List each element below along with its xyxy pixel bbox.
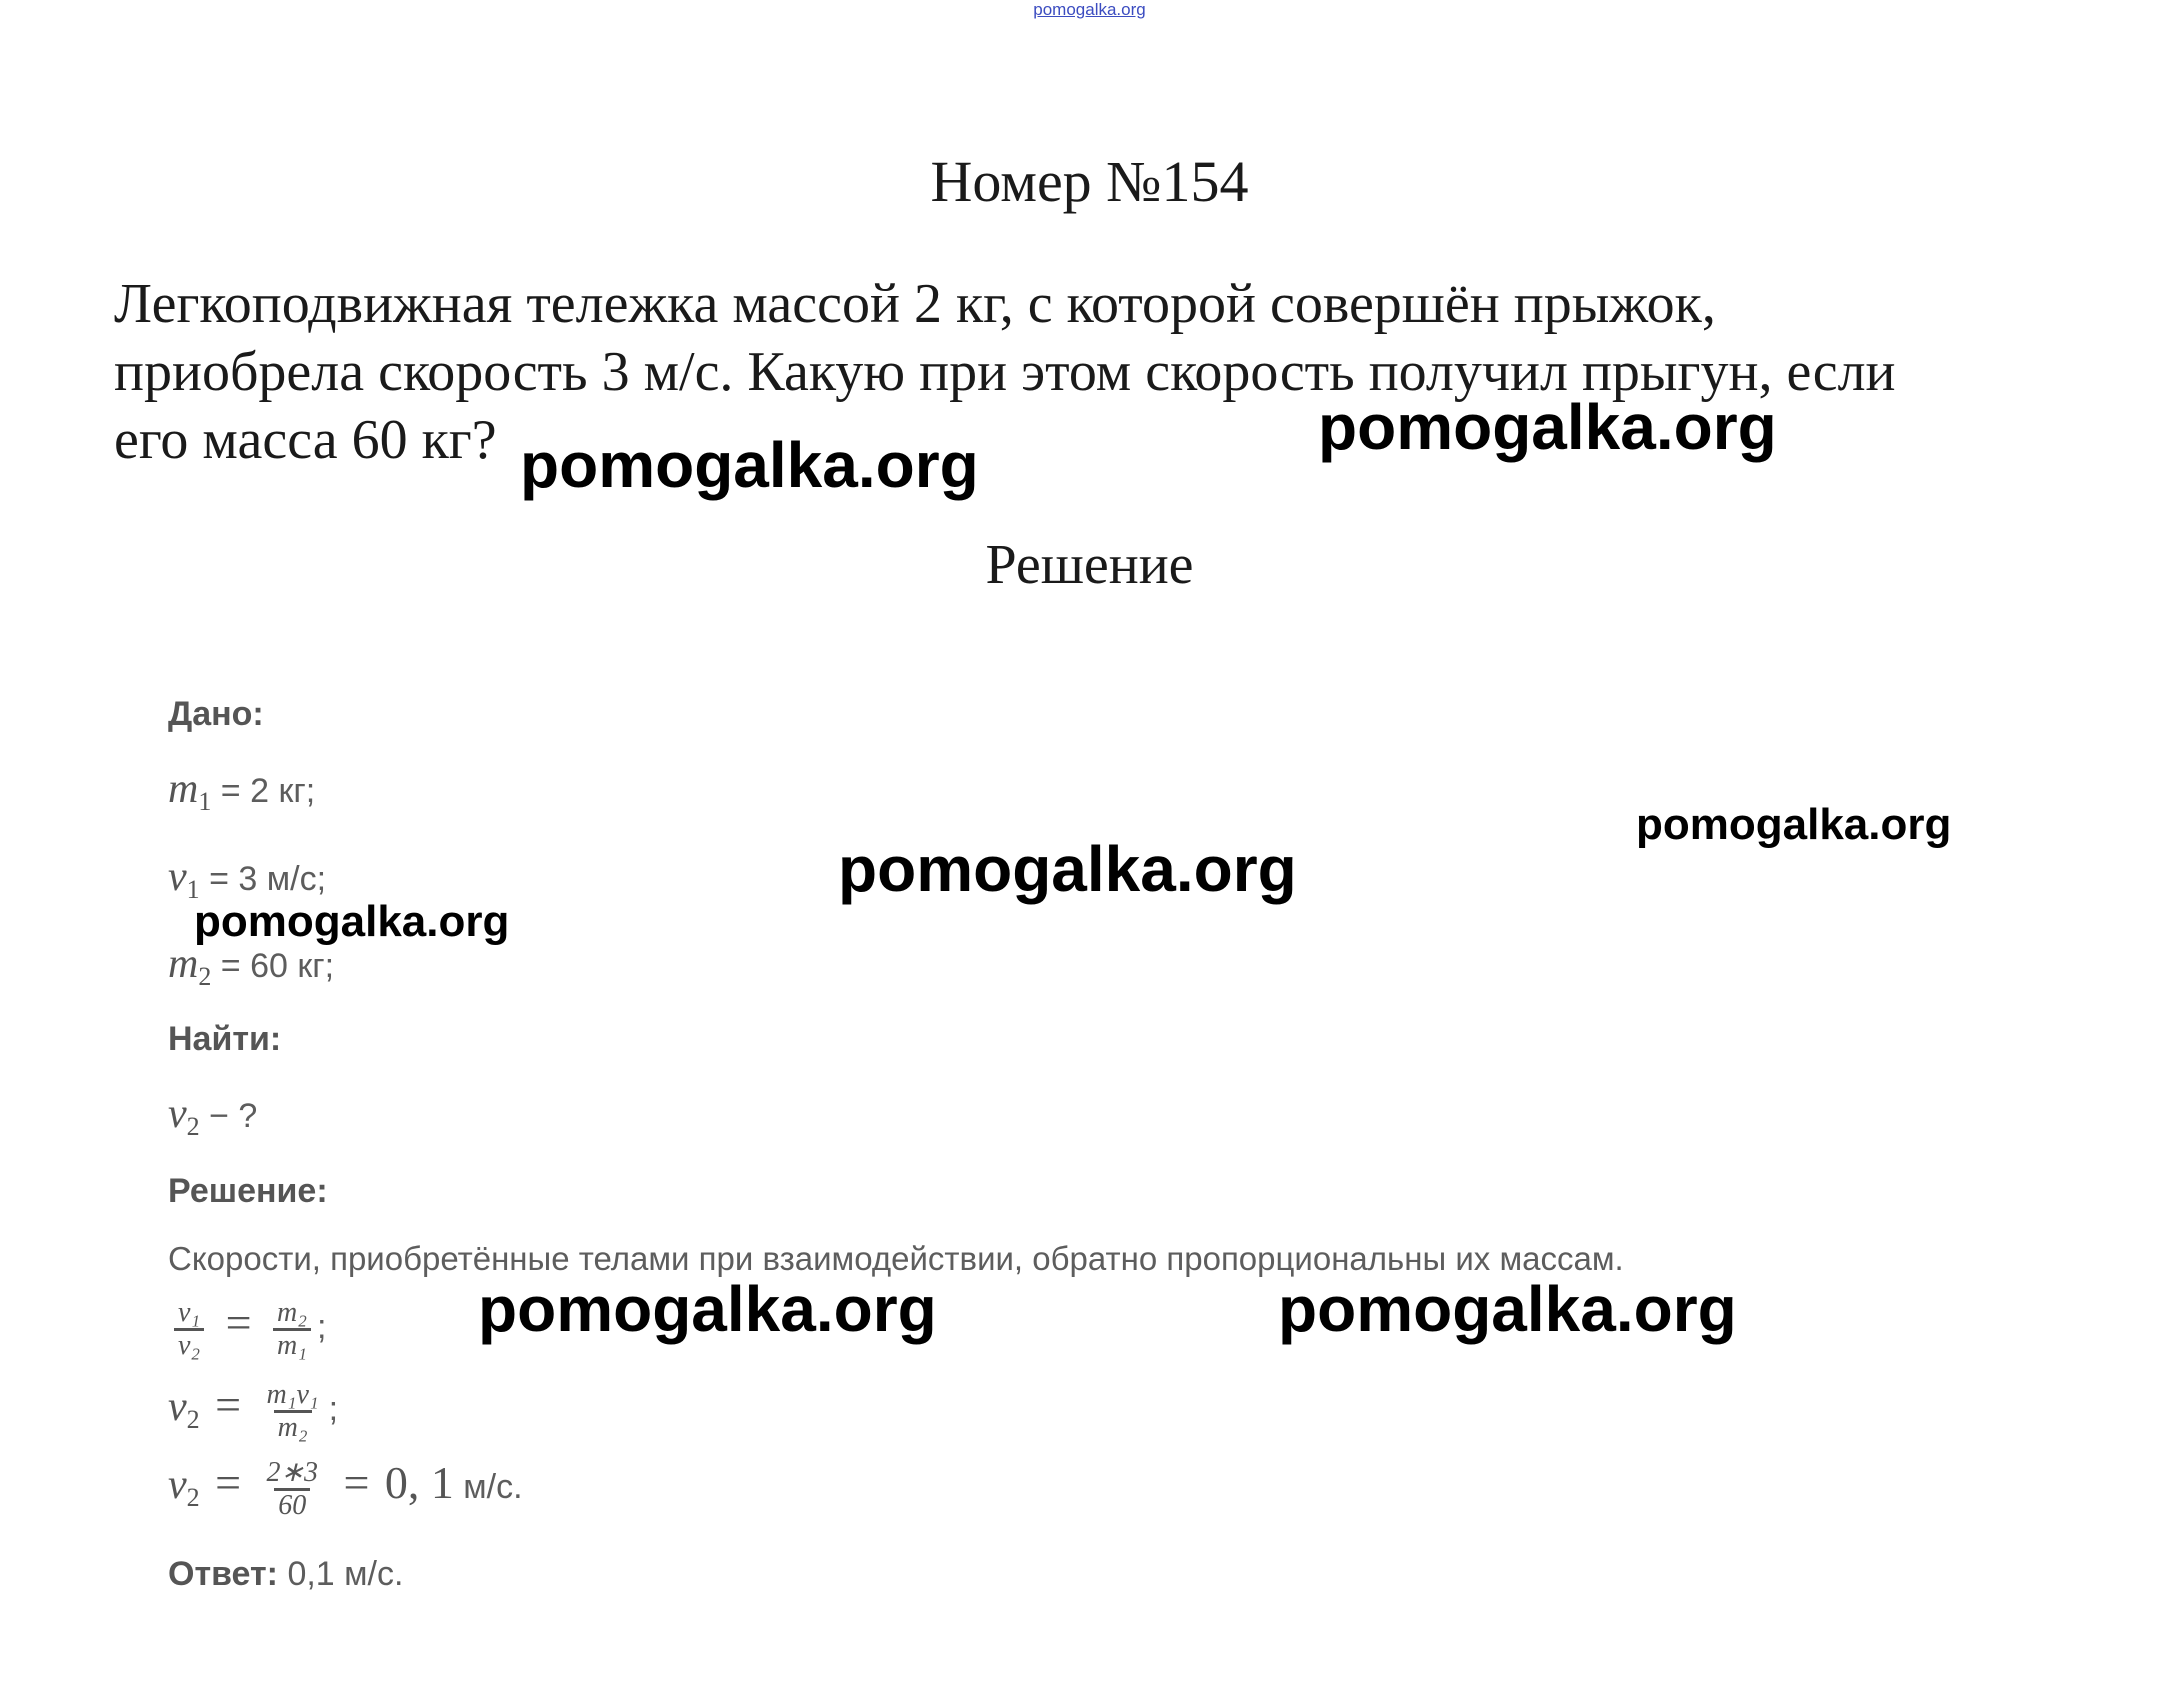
problem-line-3: его масса 60 кг?	[114, 409, 497, 471]
problem-line-2: приобрела скорость 3 м/с. Какую при этом скорость получил прыгун, если	[114, 341, 1896, 403]
given-label: Дано:	[168, 695, 264, 733]
watermark-3: pomogalka.org	[838, 833, 1297, 905]
given-v1: $v_1 = 3$ м/с;	[168, 854, 327, 904]
page-title: Номер №154	[930, 149, 1249, 214]
answer: Ответ: 0,1 м/с.	[168, 1555, 404, 1593]
watermark-1: pomogalka.org	[1318, 391, 1777, 463]
formula-ratio: $\frac{\text{v₁}}{\text{v₂}}$ = $\frac{\text{m₂}}{\text{m₁}}$ ;	[168, 1296, 326, 1361]
given-m2: $m_2 = 60$ кг;	[168, 941, 335, 991]
explanation-text: Скорости, приобретённые телами при взаимодействии, обратно пропорциональны их массам.	[168, 1240, 1624, 1277]
watermark-4: pomogalka.org	[1636, 800, 1952, 849]
top-site-mark: pomogalka.org	[1033, 0, 1146, 19]
problem-line-1: Легкоподвижная тележка массой 2 кг, с которой совершён прыжок,	[114, 273, 1716, 335]
watermark-2: pomogalka.org	[520, 429, 979, 501]
solution-heading: Решение	[985, 534, 1194, 596]
watermark-7: pomogalka.org	[1278, 1273, 1737, 1345]
watermark-5: pomogalka.org	[194, 897, 510, 946]
find-v2: $v_2$ − ?	[168, 1091, 258, 1141]
find-label: Найти:	[168, 1020, 282, 1058]
problem-text	[114, 270, 2104, 474]
solution-label: Решение:	[168, 1172, 328, 1210]
formula-v2: $v_2$ = $\frac{\text{m₁v₁}}{\text{m₂}}$ ;	[168, 1378, 339, 1443]
given-m1: $m_1 = 2$ кг;	[168, 766, 316, 816]
formula-result: $v_2$ = $\frac{2∗3}{60}$ = 0, 1 м/с.	[168, 1456, 523, 1521]
watermark-6: pomogalka.org	[478, 1273, 937, 1345]
